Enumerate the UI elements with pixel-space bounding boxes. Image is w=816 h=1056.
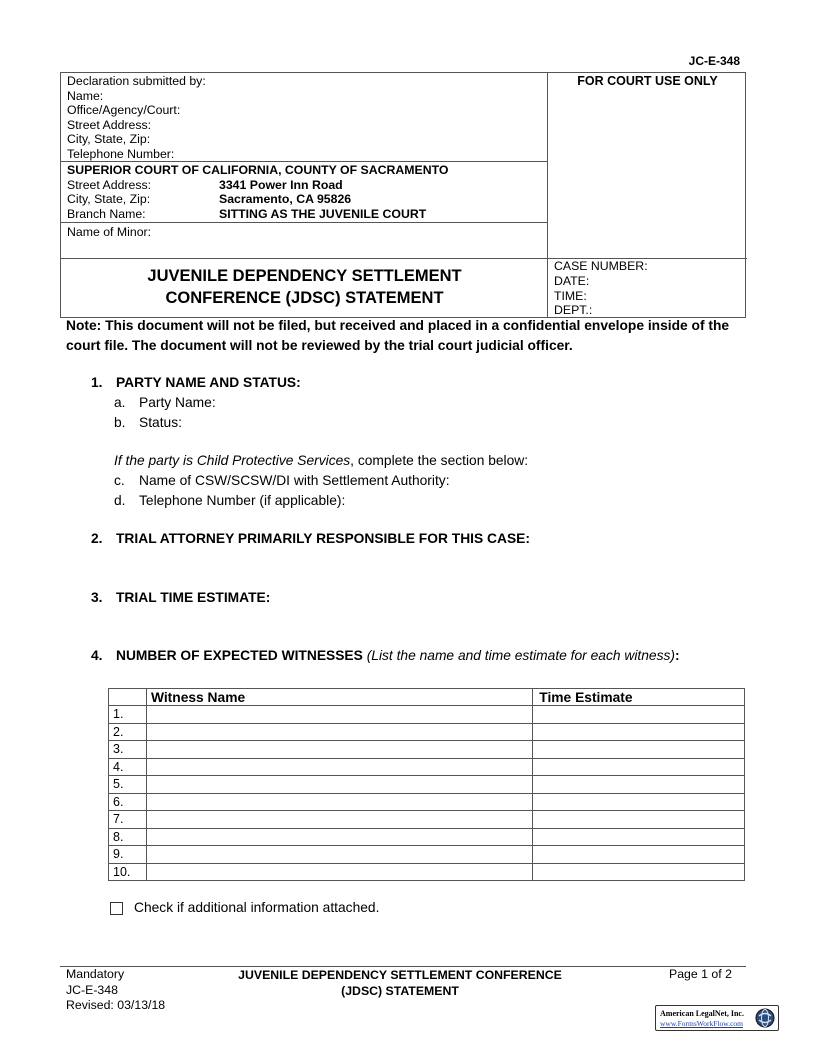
witness-row — [109, 706, 745, 724]
witness-row-number: 9. — [109, 846, 147, 864]
time-field: TIME: — [554, 288, 587, 303]
section-2-heading — [91, 531, 530, 546]
cps-instruction-rest: , complete the section below: — [350, 453, 529, 468]
footer-title-line-1: JUVENILE DEPENDENCY SETTLEMENT CONFERENCE — [238, 968, 562, 982]
court-branch-label: Branch Name: — [67, 206, 146, 221]
witness-row-number: 10. — [109, 863, 147, 881]
witness-name-cell[interactable] — [146, 811, 532, 829]
item-label: Party Name: — [139, 395, 216, 410]
court-city-label: City, State, Zip: — [67, 192, 151, 207]
date-field: DATE: — [554, 273, 590, 288]
witness-name-cell[interactable] — [146, 793, 532, 811]
witness-row-number: 2. — [109, 723, 147, 741]
csw-name-field — [114, 473, 450, 488]
section-3-title: TRIAL TIME ESTIMATE: — [116, 590, 271, 605]
court-city-value: Sacramento, CA 95826 — [219, 192, 352, 207]
case-number-field: CASE NUMBER: — [554, 259, 648, 273]
witness-name-cell[interactable] — [146, 828, 532, 846]
witness-row — [109, 828, 745, 846]
witness-name-cell[interactable] — [146, 846, 532, 864]
witness-name-cell[interactable] — [146, 776, 532, 794]
confidentiality-note: Note: This document will not be filed, but received and placed in a confidential envelope inside of the court file. The document will not be reviewed by the trial court judicial officer. — [66, 318, 730, 353]
witness-row — [109, 776, 745, 794]
cps-instruction-italic: If the party is Child Protective Services — [114, 453, 351, 468]
witness-row-number: 7. — [109, 811, 147, 829]
submitter-city-field: City, State, Zip: — [67, 132, 151, 147]
publisher-link[interactable]: www.FormsWorkFlow.com — [660, 1019, 744, 1028]
case-info — [554, 259, 648, 318]
time-estimate-cell[interactable] — [533, 706, 745, 724]
item-label: Name of CSW/SCSW/DI with Settlement Authority: — [139, 473, 450, 488]
item-letter: d. — [114, 493, 126, 508]
section-4-title: NUMBER OF EXPECTED WITNESSES — [116, 648, 363, 663]
section-4-colon: : — [674, 648, 680, 663]
footer-left — [66, 967, 165, 1014]
section-1-title: PARTY NAME AND STATUS: — [116, 375, 301, 390]
minor-block-top-rule — [61, 222, 547, 223]
page-number: Page 1 of 2 — [669, 967, 732, 981]
time-estimate-cell[interactable] — [533, 776, 745, 794]
court-name: SUPERIOR COURT OF CALIFORNIA, COUNTY OF SACRAMENTO — [67, 163, 449, 177]
witness-name-cell[interactable] — [146, 706, 532, 724]
submitter-phone-field: Telephone Number: — [67, 147, 175, 161]
submitter-street-field: Street Address: — [67, 117, 152, 132]
witness-table — [108, 688, 745, 881]
section-1-heading — [91, 375, 301, 390]
witness-name-cell[interactable] — [146, 863, 532, 881]
witness-row — [109, 741, 745, 759]
time-estimate-cell[interactable] — [533, 811, 745, 829]
time-estimate-header: Time Estimate — [533, 689, 745, 706]
witness-name-cell[interactable] — [146, 723, 532, 741]
item-letter: c. — [114, 473, 125, 488]
publisher-logo[interactable] — [655, 1005, 779, 1031]
section-4-number: 4. — [91, 648, 103, 663]
submitter-line: Declaration submitted by: — [67, 74, 206, 88]
cps-instruction — [114, 453, 528, 468]
dept-field: DEPT.: — [554, 303, 593, 318]
caption-box — [60, 72, 746, 318]
section-2-title: TRIAL ATTORNEY PRIMARILY RESPONSIBLE FOR THIS CASE: — [116, 531, 530, 546]
footer-revised: Revised: 03/13/18 — [66, 998, 166, 1012]
court-use-label: FOR COURT USE ONLY — [577, 74, 718, 88]
witness-row-number: 3. — [109, 741, 147, 759]
item-label: Telephone Number (if applicable): — [139, 493, 346, 508]
court-use-divider — [547, 73, 548, 258]
time-estimate-cell[interactable] — [533, 793, 745, 811]
court-branch-value: SITTING AS THE JUVENILE COURT — [219, 206, 427, 221]
section-2-number: 2. — [91, 531, 103, 546]
court-street-value: 3341 Power Inn Road — [219, 177, 343, 192]
minor-name-field: Name of Minor: — [67, 225, 152, 239]
witness-row-number: 8. — [109, 828, 147, 846]
witness-name-cell[interactable] — [146, 741, 532, 759]
party-name-field — [114, 395, 216, 410]
witness-table-header — [109, 689, 745, 706]
submitter-office-field: Office/Agency/Court: — [67, 103, 181, 118]
item-label: Status: — [139, 415, 182, 430]
title-line-1: JUVENILE DEPENDENCY SETTLEMENT — [147, 267, 462, 285]
form-number: JC-E-348 — [688, 54, 740, 68]
section-4-heading — [91, 648, 680, 663]
globe-icon — [755, 1008, 775, 1028]
time-estimate-cell[interactable] — [533, 741, 745, 759]
witness-row-number: 1. — [109, 706, 147, 724]
submitter-name-field: Name: — [67, 88, 104, 103]
witness-row — [109, 758, 745, 776]
status-field — [114, 415, 182, 430]
footer-mandatory: Mandatory — [66, 967, 125, 981]
witness-row — [109, 863, 745, 881]
witness-row-number: 4. — [109, 758, 147, 776]
time-estimate-cell[interactable] — [533, 758, 745, 776]
time-estimate-cell[interactable] — [533, 863, 745, 881]
witness-row — [109, 846, 745, 864]
footer-form-number: JC-E-348 — [66, 982, 118, 997]
witness-row — [109, 793, 745, 811]
form-title — [61, 265, 548, 309]
item-letter: b. — [114, 415, 126, 430]
footer-title — [200, 967, 600, 999]
court-street-label: Street Address: — [67, 177, 152, 192]
witness-name-cell[interactable] — [146, 758, 532, 776]
section-3-number: 3. — [91, 590, 103, 605]
item-letter: a. — [114, 395, 126, 410]
title-line-2: CONFERENCE (JDSC) STATEMENT — [165, 289, 444, 307]
time-estimate-cell[interactable] — [533, 846, 745, 864]
publisher-name: American LegalNet, Inc. — [660, 1009, 744, 1018]
additional-info-checkbox[interactable] — [110, 902, 123, 915]
section-3-heading — [91, 590, 270, 605]
time-estimate-cell[interactable] — [533, 723, 745, 741]
row-number-header — [109, 689, 147, 706]
section-4-instruction: (List the name and time estimate for each witness) — [366, 648, 675, 663]
section-1-number: 1. — [91, 375, 103, 390]
additional-info-label: Check if additional information attached. — [134, 900, 380, 915]
time-estimate-cell[interactable] — [533, 828, 745, 846]
witness-row-number: 5. — [109, 776, 147, 794]
witness-name-header: Witness Name — [146, 689, 532, 706]
witness-row — [109, 811, 745, 829]
witness-row-number: 6. — [109, 793, 147, 811]
witness-row — [109, 723, 745, 741]
csw-phone-field — [114, 493, 345, 508]
footer-title-line-2: (JDSC) STATEMENT — [341, 984, 459, 998]
